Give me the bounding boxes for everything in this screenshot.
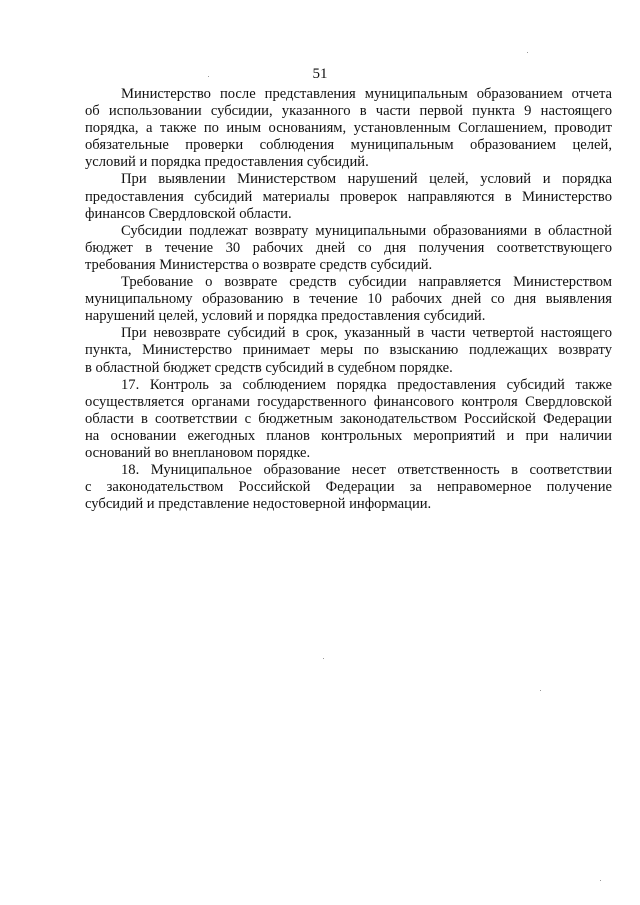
- text-line: об использовании субсидии, указанного в части первой пункта 9 настоящего: [85, 103, 612, 120]
- text-line: При выявлении Министерством нарушений целей, условий и порядка: [121, 171, 612, 188]
- text-line: При невозврате субсидий в срок, указанный в части четвертой настоящего: [121, 325, 612, 342]
- text-line: в областной бюджет средств субсидий в судебном порядке.: [85, 359, 453, 376]
- page-number: 51: [312, 66, 328, 82]
- text-line: предоставления субсидий материалы проверок направляются в Министерство: [85, 188, 612, 205]
- paragraph: [85, 377, 612, 462]
- text-line: 17. Контроль за соблюдением порядка предоставления субсидий также: [121, 376, 612, 393]
- text-line: муниципальному образованию в течение 10 рабочих дней со дня выявления: [85, 291, 612, 308]
- paragraph: [85, 86, 612, 171]
- text-line: области в соответствии с бюджетным законодательством Российской Федерации: [85, 410, 612, 427]
- paragraph: [85, 274, 612, 325]
- paragraph: [85, 171, 612, 222]
- text-line: обязательные проверки соблюдения муниципальным образованием целей,: [85, 137, 612, 154]
- paragraph: [85, 462, 612, 513]
- scan-speck: [527, 52, 528, 53]
- text-line: на основании ежегодных планов контрольных мероприятий и при наличии: [85, 427, 612, 444]
- text-line: порядка, а также по иным основаниям, установленным Соглашением, проводит: [85, 120, 612, 137]
- text-line: с законодательством Российской Федерации за неправомерное получение: [85, 479, 612, 496]
- scan-speck: [323, 658, 324, 659]
- text-line: пункта, Министерство принимает меры по взысканию подлежащих возврату: [85, 342, 612, 359]
- scan-speck: [208, 76, 209, 77]
- text-line: 18. Муниципальное образование несет ответственность в соответствии: [121, 462, 612, 479]
- text-line: Требование о возврате средств субсидии направляется Министерством: [121, 274, 612, 291]
- scan-speck: [540, 690, 541, 691]
- document-body: [85, 86, 612, 513]
- paragraph: [85, 325, 612, 376]
- scan-speck: [600, 880, 601, 881]
- text-line: субсидий и представление недостоверной информации.: [85, 496, 432, 513]
- paragraph: [85, 223, 612, 274]
- text-line: Субсидии подлежат возврату муниципальными образованиями в областной: [121, 222, 612, 239]
- text-line: условий и порядка предоставления субсидий.: [85, 154, 369, 171]
- text-line: Министерство после представления муниципальным образованием отчета: [121, 86, 612, 102]
- text-line: осуществляется органами государственного финансового контроля Свердловской: [85, 393, 612, 410]
- text-line: нарушений целей, условий и порядка предоставления субсидий.: [85, 308, 486, 325]
- text-line: требования Министерства о возврате средств субсидий.: [85, 256, 433, 273]
- text-line: бюджет в течение 30 рабочих дней со дня получения соответствующего: [85, 239, 612, 256]
- text-line: оснований во внеплановом порядке.: [85, 444, 311, 461]
- text-line: финансов Свердловской области.: [85, 205, 292, 222]
